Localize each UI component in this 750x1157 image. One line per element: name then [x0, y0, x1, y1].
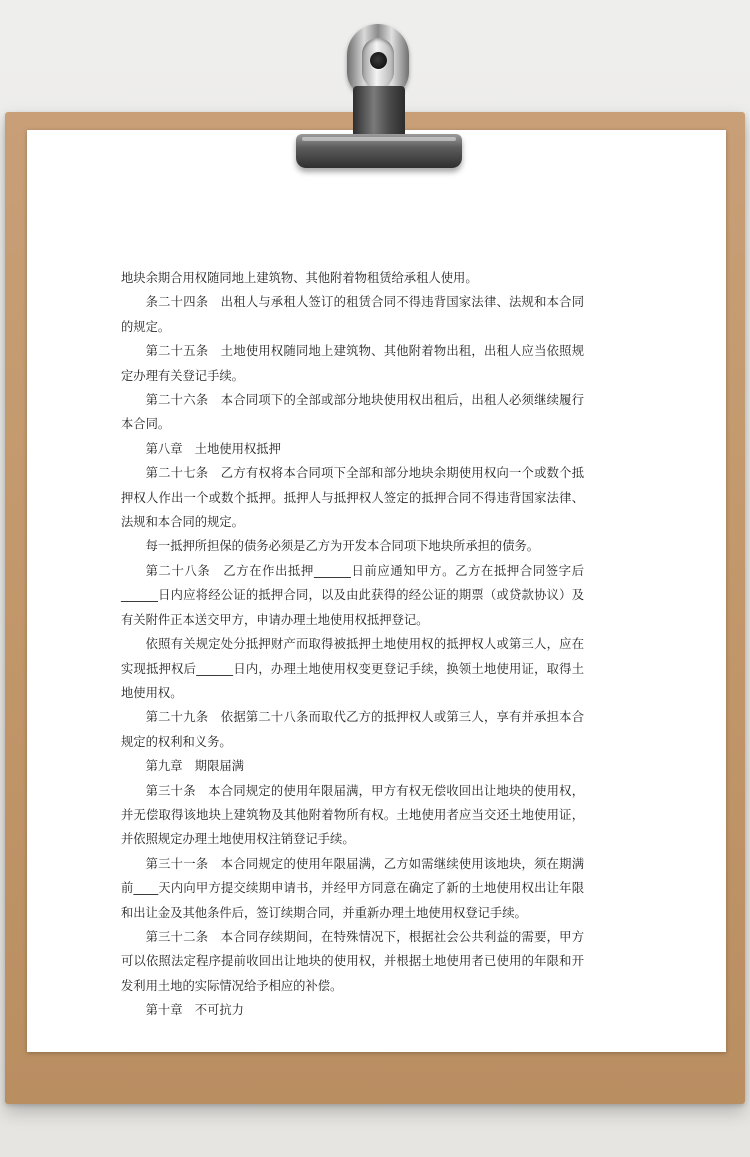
paragraph: 第三十二条 本合同存续期间，在特殊情况下，根据社会公共利益的需要，甲方可以依照法定程序提前收回出让地块的使用权，并根据土地使用者已使用的年限和开发利用土地的实际情况给予相应的补偿。 [121, 929, 584, 993]
chapter-heading: 第十章 不可抗力 [145, 1003, 244, 1018]
paragraph: 第二十八条 乙方在作出抵押______日前应通知甲方。乙方在抵押合同签字后______日内应将经公证的抵押合同，以及由此获得的经公证的期票（或贷款协议）及有关附件正本送交甲方，申请办理土地使用权抵押登记。 [121, 563, 584, 627]
paragraph: 依照有关规定处分抵押财产而取得被抵押土地使用权的抵押权人或第三人，应在实现抵押权后______日内，办理土地使用权变更登记手续，换领土地使用证，取得土地使用权。 [121, 637, 584, 700]
paragraph: 第二十五条 土地使用权随同地上建筑物、其他附着物出租，出租人应当依照规定办理有关登记手续。 [121, 344, 584, 383]
paragraph: 第三十条 本合同规定的使用年限届满，甲方有权无偿收回出让地块的使用权，并无偿取得该地块上建筑物及其他附着物所有权。土地使用者应当交还土地使用证，并依照规定办理土地使用权注销登记手续。 [121, 783, 584, 847]
document-text [121, 266, 584, 1023]
paragraph: 每一抵押所担保的债务必须是乙方为开发本合同项下地块所承担的债务。 [145, 539, 540, 554]
paragraph: 条二十四条 出租人与承租人签订的租赁合同不得违背国家法律、法规和本合同的规定。 [121, 295, 584, 334]
paragraph: 第二十六条 本合同项下的全部或部分地块使用权出租后，出租人必须继续履行本合同。 [121, 393, 584, 432]
binder-clip-icon [296, 24, 462, 172]
paragraph: 第二十九条 依据第二十八条而取代乙方的抵押权人或第三人，享有并承担本合规定的权利和义务。 [121, 710, 584, 749]
chapter-heading: 第八章 土地使用权抵押 [145, 441, 281, 456]
clip-neck [353, 86, 405, 138]
clip-hole [370, 52, 387, 69]
paragraph: 第二十七条 乙方有权将本合同项下全部和部分地块余期使用权向一个或数个抵押权人作出一个或数个抵押。抵押人与抵押权人签定的抵押合同不得违背国家法律、法规和本合同的规定。 [121, 466, 584, 530]
chapter-heading: 第九章 期限届满 [145, 759, 244, 774]
paragraph: 地块余期合用权随同地上建筑物、其他附着物租赁给承租人使用。 [121, 271, 478, 285]
paragraph: 第三十一条 本合同规定的使用年限届满，乙方如需继续使用该地块，须在期满前____天内向甲方提交续期申请书，并经甲方同意在确定了新的土地使用权出让年限和出让金及其他条件后，签订续期合同，并重新办理土地使用权登记手续。 [121, 856, 584, 920]
clip-highlight [302, 137, 456, 141]
